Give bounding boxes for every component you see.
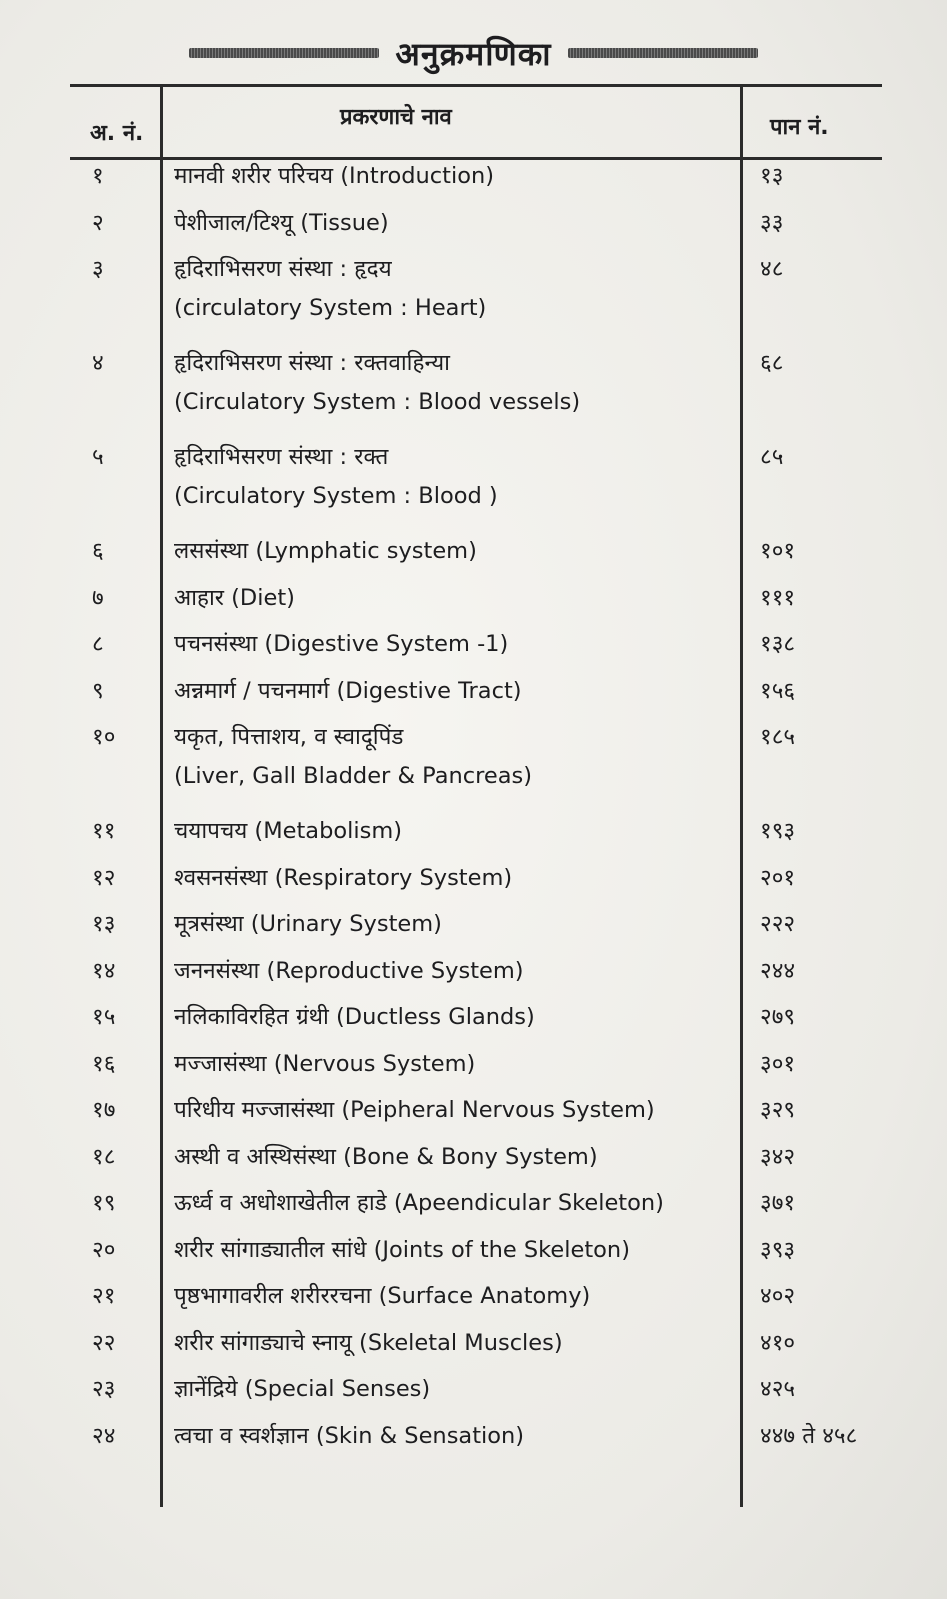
chapter-name-line: मज्जासंस्था (Nervous System) bbox=[174, 1050, 476, 1077]
table-row bbox=[70, 581, 882, 628]
chapter-number: ४ bbox=[92, 350, 104, 376]
chapter-number: १७ bbox=[92, 1097, 116, 1123]
chapter-page-number: १११ bbox=[760, 584, 796, 611]
chapter-name bbox=[174, 1233, 734, 1264]
header-number: अ. नं. bbox=[90, 121, 144, 146]
chapter-name bbox=[174, 1419, 734, 1450]
chapter-number: ११ bbox=[92, 818, 116, 844]
chapter-number: १४ bbox=[92, 957, 116, 984]
page-title: अनुक्रमणिका bbox=[395, 34, 552, 73]
chapter-page-number: ४८ bbox=[760, 256, 784, 282]
chapter-number: २३ bbox=[92, 1376, 116, 1402]
chapter-name bbox=[174, 534, 734, 565]
chapter-name-subtitle: (Circulatory System : Blood ) bbox=[174, 483, 498, 509]
chapter-name bbox=[174, 581, 734, 612]
chapter-name-subtitle: (Circulatory System : Blood vessels) bbox=[174, 389, 581, 415]
table-row bbox=[70, 720, 882, 814]
chapter-number: ७ bbox=[92, 584, 104, 611]
chapter-name-line: पृष्ठभागावरील शरीररचना (Surface Anatomy) bbox=[174, 1283, 591, 1309]
chapter-name bbox=[174, 627, 734, 658]
chapter-page-number: २७९ bbox=[760, 1004, 796, 1030]
chapter-name-line: श्वसनसंस्था (Respiratory System) bbox=[174, 864, 513, 891]
table-row bbox=[70, 1000, 882, 1047]
chapter-name-line: परिधीय मज्जासंस्था (Peipheral Nervous System) bbox=[174, 1097, 655, 1123]
title-decoration-left bbox=[189, 48, 379, 58]
chapter-name-line: हृदिराभिसरण संस्था : हृदय bbox=[174, 256, 392, 282]
chapter-page-number: ३४२ bbox=[760, 1143, 796, 1170]
table-row bbox=[70, 1186, 882, 1233]
chapter-name bbox=[174, 907, 734, 938]
chapter-number: २ bbox=[92, 209, 104, 236]
chapter-number: १५ bbox=[92, 1004, 116, 1030]
table-row bbox=[70, 954, 882, 1001]
chapter-number: १ bbox=[92, 163, 104, 189]
chapter-name-line: त्वचा व स्वर्शज्ञान (Skin & Sensation) bbox=[174, 1422, 525, 1449]
chapter-name bbox=[174, 1326, 734, 1357]
chapter-page-number: ४१० bbox=[760, 1329, 796, 1356]
chapter-number: ३ bbox=[92, 256, 104, 282]
chapter-page-number: २२२ bbox=[760, 911, 796, 937]
table-row bbox=[70, 159, 882, 206]
chapter-name bbox=[174, 252, 734, 321]
chapter-name bbox=[174, 440, 734, 509]
table-row bbox=[70, 1233, 882, 1280]
chapter-name-line: शरीर सांगाड्याचे स्नायू (Skeletal Muscles) bbox=[174, 1329, 563, 1356]
chapter-number: १० bbox=[92, 724, 116, 750]
chapter-page-number: ४४७ ते ४५८ bbox=[760, 1422, 858, 1449]
chapter-page-number: १८५ bbox=[760, 724, 796, 750]
chapter-name-line: लससंस्था (Lymphatic system) bbox=[174, 538, 477, 564]
chapter-name-line: पचनसंस्था (Digestive System -1) bbox=[174, 631, 509, 657]
chapter-page-number: ४२५ bbox=[760, 1376, 796, 1402]
table-row bbox=[70, 1093, 882, 1140]
table-row bbox=[70, 252, 882, 346]
chapter-name-line: हृदिराभिसरण संस्था : रक्त bbox=[174, 444, 389, 470]
chapter-name-line: पेशीजाल/टिश्यू (Tissue) bbox=[174, 209, 389, 236]
table-row bbox=[70, 627, 882, 674]
chapter-number: ६ bbox=[92, 538, 104, 564]
chapter-page-number: १३ bbox=[760, 163, 784, 189]
chapter-name-line: हृदिराभिसरण संस्था : रक्तवाहिन्या bbox=[174, 350, 450, 376]
chapter-name bbox=[174, 1186, 734, 1217]
chapter-page-number: ४०२ bbox=[760, 1283, 796, 1309]
title-decoration-right bbox=[568, 48, 758, 58]
chapter-number: ९ bbox=[92, 677, 104, 704]
chapter-number: १२ bbox=[92, 864, 116, 891]
chapter-name bbox=[174, 1093, 734, 1124]
chapter-name-line: ज्ञानेंद्रिये (Special Senses) bbox=[174, 1376, 431, 1402]
chapter-number: ५ bbox=[92, 444, 104, 470]
chapter-number: १८ bbox=[92, 1143, 116, 1170]
header-page-number: पान नं. bbox=[770, 115, 829, 140]
chapter-name-subtitle: (Liver, Gall Bladder & Pancreas) bbox=[174, 763, 533, 789]
table-row bbox=[70, 861, 882, 908]
chapter-page-number: ३३ bbox=[760, 209, 784, 236]
chapter-name bbox=[174, 814, 734, 845]
table-row bbox=[70, 1140, 882, 1187]
chapter-name bbox=[174, 1000, 734, 1031]
table-row bbox=[70, 1372, 882, 1419]
chapter-name bbox=[174, 861, 734, 892]
chapter-page-number: १३८ bbox=[760, 631, 796, 657]
chapter-name bbox=[174, 674, 734, 705]
table-row bbox=[70, 814, 882, 861]
table-row bbox=[70, 206, 882, 253]
table-row bbox=[70, 1419, 882, 1466]
chapter-number: १९ bbox=[92, 1190, 116, 1216]
chapter-page-number: ३२९ bbox=[760, 1097, 796, 1123]
table-row bbox=[70, 440, 882, 534]
chapter-page-number: ३७१ bbox=[760, 1190, 796, 1216]
chapter-name bbox=[174, 1372, 734, 1403]
table-of-contents bbox=[70, 84, 882, 1507]
table-row bbox=[70, 534, 882, 581]
chapter-page-number: २४४ bbox=[760, 957, 796, 984]
title-area bbox=[0, 28, 947, 78]
chapter-number: २२ bbox=[92, 1329, 116, 1356]
chapter-number: २० bbox=[92, 1236, 116, 1263]
chapter-name-line: चयापचय (Metabolism) bbox=[174, 818, 403, 844]
chapter-name-line: ऊर्ध्व व अधोशाखेतील हाडे (Apeendicular Skeleton) bbox=[174, 1190, 664, 1216]
table-row bbox=[70, 346, 882, 440]
chapter-name-line: मानवी शरीर परिचय (Introduction) bbox=[174, 163, 495, 189]
chapter-number: ८ bbox=[92, 631, 104, 657]
chapter-number: २४ bbox=[92, 1422, 116, 1449]
chapter-name bbox=[174, 1047, 734, 1078]
chapter-name bbox=[174, 1140, 734, 1171]
table-row bbox=[70, 1279, 882, 1326]
chapter-name-subtitle: (circulatory System : Heart) bbox=[174, 295, 487, 321]
chapter-page-number: १५६ bbox=[760, 677, 796, 704]
chapter-page-number: ३९३ bbox=[760, 1236, 796, 1263]
table-header bbox=[70, 87, 882, 160]
table-row bbox=[70, 1326, 882, 1373]
chapter-page-number: ८५ bbox=[760, 444, 784, 470]
chapter-name bbox=[174, 954, 734, 985]
chapter-name-line: आहार (Diet) bbox=[174, 584, 295, 611]
chapter-name-line: नलिकाविरहित ग्रंथी (Ductless Glands) bbox=[174, 1004, 535, 1030]
chapter-name-line: जननसंस्था (Reproductive System) bbox=[174, 957, 524, 984]
chapter-page-number: १०१ bbox=[760, 538, 796, 564]
header-chapter-name: प्रकरणाचे नाव bbox=[340, 105, 452, 130]
chapter-page-number: २०१ bbox=[760, 864, 796, 891]
chapter-name bbox=[174, 206, 734, 237]
chapter-name bbox=[174, 159, 734, 190]
table-body bbox=[70, 159, 882, 1465]
table-row bbox=[70, 907, 882, 954]
chapter-name bbox=[174, 720, 734, 789]
table-row bbox=[70, 1047, 882, 1094]
chapter-name-line: मूत्रसंस्था (Urinary System) bbox=[174, 911, 442, 937]
chapter-name-line: अन्नमार्ग / पचनमार्ग (Digestive Tract) bbox=[174, 677, 522, 704]
chapter-name-line: अस्थी व अस्थिसंस्था (Bone & Bony System) bbox=[174, 1143, 598, 1170]
chapter-name bbox=[174, 1279, 734, 1310]
chapter-number: १३ bbox=[92, 911, 116, 937]
chapter-name-line: यकृत, पित्ताशय, व स्वादूपिंड bbox=[174, 724, 404, 750]
chapter-page-number: १९३ bbox=[760, 818, 796, 844]
chapter-page-number: ६८ bbox=[760, 350, 784, 376]
chapter-number: १६ bbox=[92, 1050, 116, 1077]
chapter-number: २१ bbox=[92, 1283, 116, 1309]
chapter-name bbox=[174, 346, 734, 415]
table-row bbox=[70, 674, 882, 721]
chapter-page-number: ३०१ bbox=[760, 1050, 796, 1077]
chapter-name-line: शरीर सांगाड्यातील सांधे (Joints of the Skeleton) bbox=[174, 1236, 630, 1263]
